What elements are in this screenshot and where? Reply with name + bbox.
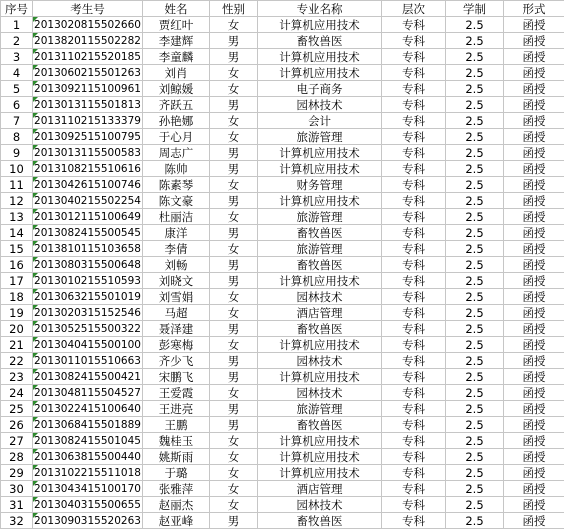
level-cell[interactable]: 专科 bbox=[382, 449, 446, 465]
duration-cell[interactable]: 2.5 bbox=[446, 129, 504, 145]
table-row bbox=[1, 33, 564, 49]
mode-cell[interactable]: 函授 bbox=[504, 145, 564, 161]
level-cell[interactable]: 专科 bbox=[382, 369, 446, 385]
index-cell[interactable]: 26 bbox=[1, 417, 33, 433]
mode-cell[interactable]: 函授 bbox=[504, 433, 564, 449]
mode-cell[interactable]: 函授 bbox=[504, 17, 564, 33]
name-cell[interactable]: 李童麟 bbox=[143, 49, 210, 65]
mode-cell[interactable]: 函授 bbox=[504, 225, 564, 241]
table-row bbox=[1, 289, 564, 305]
table-row bbox=[1, 65, 564, 81]
index-cell[interactable]: 16 bbox=[1, 257, 33, 273]
major-cell[interactable]: 计算机应用技术 bbox=[258, 465, 382, 481]
exam-number-cell[interactable]: 2013092515100795 bbox=[33, 129, 143, 145]
table-body bbox=[1, 17, 564, 529]
name-cell[interactable]: 刘畅 bbox=[143, 257, 210, 273]
major-cell[interactable]: 园林技术 bbox=[258, 497, 382, 513]
level-cell[interactable]: 专科 bbox=[382, 337, 446, 353]
name-cell[interactable]: 刘鲸媛 bbox=[143, 81, 210, 97]
name-cell[interactable]: 刘肖 bbox=[143, 65, 210, 81]
index-cell[interactable]: 3 bbox=[1, 49, 33, 65]
mode-cell[interactable]: 函授 bbox=[504, 353, 564, 369]
index-cell[interactable]: 24 bbox=[1, 385, 33, 401]
index-cell[interactable]: 31 bbox=[1, 497, 33, 513]
name-cell[interactable]: 张雅萍 bbox=[143, 481, 210, 497]
exam-number-cell[interactable]: 2013052515500322 bbox=[33, 321, 143, 337]
index-cell[interactable]: 8 bbox=[1, 129, 33, 145]
table-row bbox=[1, 193, 564, 209]
exam-number-cell[interactable]: 2013042615100746 bbox=[33, 177, 143, 193]
level-cell[interactable]: 专科 bbox=[382, 145, 446, 161]
mode-cell[interactable]: 函授 bbox=[504, 273, 564, 289]
name-cell[interactable]: 宋鹏飞 bbox=[143, 369, 210, 385]
mode-cell[interactable]: 函授 bbox=[504, 241, 564, 257]
major-cell[interactable]: 计算机应用技术 bbox=[258, 449, 382, 465]
exam-number-cell[interactable]: 2013820115502282 bbox=[33, 33, 143, 49]
major-cell[interactable]: 畜牧兽医 bbox=[258, 321, 382, 337]
exam-number-cell[interactable]: 2013040415500100 bbox=[33, 337, 143, 353]
name-cell[interactable]: 于璐 bbox=[143, 465, 210, 481]
level-cell[interactable]: 专科 bbox=[382, 321, 446, 337]
gender-cell[interactable]: 男 bbox=[210, 321, 258, 337]
gender-cell[interactable]: 女 bbox=[210, 449, 258, 465]
major-cell[interactable]: 电子商务 bbox=[258, 81, 382, 97]
major-cell[interactable]: 酒店管理 bbox=[258, 481, 382, 497]
duration-cell[interactable]: 2.5 bbox=[446, 497, 504, 513]
mode-cell[interactable]: 函授 bbox=[504, 385, 564, 401]
gender-cell[interactable]: 男 bbox=[210, 273, 258, 289]
duration-cell[interactable]: 2.5 bbox=[446, 321, 504, 337]
index-cell[interactable]: 28 bbox=[1, 449, 33, 465]
level-cell[interactable]: 专科 bbox=[382, 65, 446, 81]
gender-cell[interactable]: 女 bbox=[210, 81, 258, 97]
gender-cell[interactable]: 男 bbox=[210, 33, 258, 49]
exam-number-cell[interactable]: 2013040215502254 bbox=[33, 193, 143, 209]
table-row bbox=[1, 465, 564, 481]
mode-cell[interactable]: 函授 bbox=[504, 401, 564, 417]
mode-cell[interactable]: 函授 bbox=[504, 449, 564, 465]
level-cell[interactable]: 专科 bbox=[382, 497, 446, 513]
level-cell[interactable]: 专科 bbox=[382, 241, 446, 257]
name-cell[interactable]: 齐少飞 bbox=[143, 353, 210, 369]
table-row bbox=[1, 225, 564, 241]
exam-number-cell[interactable]: 2013063815500440 bbox=[33, 449, 143, 465]
name-cell[interactable]: 陈帅 bbox=[143, 161, 210, 177]
table-row bbox=[1, 161, 564, 177]
duration-cell[interactable]: 2.5 bbox=[446, 113, 504, 129]
index-cell[interactable]: 30 bbox=[1, 481, 33, 497]
name-cell[interactable]: 于心月 bbox=[143, 129, 210, 145]
major-cell[interactable]: 财务管理 bbox=[258, 177, 382, 193]
table-row bbox=[1, 337, 564, 353]
major-cell[interactable]: 计算机应用技术 bbox=[258, 433, 382, 449]
duration-cell[interactable]: 2.5 bbox=[446, 289, 504, 305]
gender-cell[interactable]: 女 bbox=[210, 465, 258, 481]
name-cell[interactable]: 彭寒梅 bbox=[143, 337, 210, 353]
exam-number-cell[interactable]: 2013012115100649 bbox=[33, 209, 143, 225]
gender-cell[interactable]: 男 bbox=[210, 193, 258, 209]
mode-cell[interactable]: 函授 bbox=[504, 497, 564, 513]
exam-number-cell[interactable]: 2013010215510593 bbox=[33, 273, 143, 289]
mode-cell[interactable]: 函授 bbox=[504, 81, 564, 97]
mode-cell[interactable]: 函授 bbox=[504, 481, 564, 497]
mode-cell[interactable]: 函授 bbox=[504, 97, 564, 113]
mode-cell[interactable]: 函授 bbox=[504, 513, 564, 529]
level-cell[interactable]: 专科 bbox=[382, 177, 446, 193]
mode-cell[interactable]: 函授 bbox=[504, 193, 564, 209]
mode-cell[interactable]: 函授 bbox=[504, 33, 564, 49]
exam-number-cell[interactable]: 2013060215501263 bbox=[33, 65, 143, 81]
exam-number-cell[interactable]: 2013040315500655 bbox=[33, 497, 143, 513]
name-cell[interactable]: 康洋 bbox=[143, 225, 210, 241]
level-cell[interactable]: 专科 bbox=[382, 305, 446, 321]
duration-cell[interactable]: 2.5 bbox=[446, 193, 504, 209]
major-cell[interactable]: 计算机应用技术 bbox=[258, 337, 382, 353]
exam-number-cell[interactable]: 2013011015510663 bbox=[33, 353, 143, 369]
major-cell[interactable]: 旅游管理 bbox=[258, 241, 382, 257]
duration-cell[interactable]: 2.5 bbox=[446, 161, 504, 177]
major-cell[interactable]: 计算机应用技术 bbox=[258, 65, 382, 81]
index-cell[interactable]: 15 bbox=[1, 241, 33, 257]
table-row bbox=[1, 449, 564, 465]
header-level[interactable]: 层次 bbox=[382, 1, 446, 17]
table-row bbox=[1, 353, 564, 369]
index-cell[interactable]: 21 bbox=[1, 337, 33, 353]
index-cell[interactable]: 5 bbox=[1, 81, 33, 97]
gender-cell[interactable]: 女 bbox=[210, 497, 258, 513]
major-cell[interactable]: 园林技术 bbox=[258, 385, 382, 401]
major-cell[interactable]: 畜牧兽医 bbox=[258, 417, 382, 433]
gender-cell[interactable]: 男 bbox=[210, 257, 258, 273]
name-cell[interactable]: 李倩 bbox=[143, 241, 210, 257]
level-cell[interactable]: 专科 bbox=[382, 129, 446, 145]
level-cell[interactable]: 专科 bbox=[382, 257, 446, 273]
duration-cell[interactable]: 2.5 bbox=[446, 337, 504, 353]
duration-cell[interactable]: 2.5 bbox=[446, 65, 504, 81]
table-row bbox=[1, 385, 564, 401]
index-cell[interactable]: 4 bbox=[1, 65, 33, 81]
header-exam-number[interactable]: 考生号 bbox=[33, 1, 143, 17]
header-duration[interactable]: 学制 bbox=[446, 1, 504, 17]
exam-number-cell[interactable]: 2013082415500545 bbox=[33, 225, 143, 241]
level-cell[interactable]: 专科 bbox=[382, 353, 446, 369]
level-cell[interactable]: 专科 bbox=[382, 273, 446, 289]
exam-number-cell[interactable]: 2013110215520185 bbox=[33, 49, 143, 65]
gender-cell[interactable]: 男 bbox=[210, 225, 258, 241]
major-cell[interactable]: 畜牧兽医 bbox=[258, 257, 382, 273]
name-cell[interactable]: 王进亮 bbox=[143, 401, 210, 417]
mode-cell[interactable]: 函授 bbox=[504, 369, 564, 385]
major-cell[interactable]: 计算机应用技术 bbox=[258, 273, 382, 289]
table-row bbox=[1, 49, 564, 65]
index-cell[interactable]: 7 bbox=[1, 113, 33, 129]
level-cell[interactable]: 专科 bbox=[382, 113, 446, 129]
table-row bbox=[1, 145, 564, 161]
index-cell[interactable]: 27 bbox=[1, 433, 33, 449]
exam-number-cell[interactable]: 2013022415100640 bbox=[33, 401, 143, 417]
major-cell[interactable]: 旅游管理 bbox=[258, 209, 382, 225]
mode-cell[interactable]: 函授 bbox=[504, 129, 564, 145]
major-cell[interactable]: 畜牧兽医 bbox=[258, 225, 382, 241]
major-cell[interactable]: 畜牧兽医 bbox=[258, 513, 382, 529]
duration-cell[interactable]: 2.5 bbox=[446, 449, 504, 465]
table-row bbox=[1, 497, 564, 513]
name-cell[interactable]: 魏桂玉 bbox=[143, 433, 210, 449]
index-cell[interactable]: 23 bbox=[1, 369, 33, 385]
header-row bbox=[1, 1, 564, 17]
major-cell[interactable]: 园林技术 bbox=[258, 353, 382, 369]
level-cell[interactable]: 专科 bbox=[382, 385, 446, 401]
index-cell[interactable]: 18 bbox=[1, 289, 33, 305]
duration-cell[interactable]: 2.5 bbox=[446, 385, 504, 401]
major-cell[interactable]: 计算机应用技术 bbox=[258, 193, 382, 209]
mode-cell[interactable]: 函授 bbox=[504, 177, 564, 193]
duration-cell[interactable]: 2.5 bbox=[446, 353, 504, 369]
mode-cell[interactable]: 函授 bbox=[504, 49, 564, 65]
table-row bbox=[1, 305, 564, 321]
major-cell[interactable]: 园林技术 bbox=[258, 97, 382, 113]
level-cell[interactable]: 专科 bbox=[382, 401, 446, 417]
mode-cell[interactable]: 函授 bbox=[504, 161, 564, 177]
duration-cell[interactable]: 2.5 bbox=[446, 177, 504, 193]
index-cell[interactable]: 9 bbox=[1, 145, 33, 161]
exam-number-cell[interactable]: 2013013115501813 bbox=[33, 97, 143, 113]
level-cell[interactable]: 专科 bbox=[382, 49, 446, 65]
exam-number-cell[interactable]: 2013068415501889 bbox=[33, 417, 143, 433]
index-cell[interactable]: 14 bbox=[1, 225, 33, 241]
header-major[interactable]: 专业名称 bbox=[258, 1, 382, 17]
gender-cell[interactable]: 男 bbox=[210, 145, 258, 161]
name-cell[interactable]: 陈素琴 bbox=[143, 177, 210, 193]
header-gender[interactable]: 性别 bbox=[210, 1, 258, 17]
duration-cell[interactable]: 2.5 bbox=[446, 225, 504, 241]
duration-cell[interactable]: 2.5 bbox=[446, 257, 504, 273]
gender-cell[interactable]: 女 bbox=[210, 433, 258, 449]
mode-cell[interactable]: 函授 bbox=[504, 305, 564, 321]
index-cell[interactable]: 6 bbox=[1, 97, 33, 113]
mode-cell[interactable]: 函授 bbox=[504, 465, 564, 481]
table-row bbox=[1, 177, 564, 193]
mode-cell[interactable]: 函授 bbox=[504, 321, 564, 337]
exam-number-cell[interactable]: 2013048115504527 bbox=[33, 385, 143, 401]
table-row bbox=[1, 417, 564, 433]
index-cell[interactable]: 1 bbox=[1, 17, 33, 33]
gender-cell[interactable]: 女 bbox=[210, 65, 258, 81]
table-row bbox=[1, 209, 564, 225]
level-cell[interactable]: 专科 bbox=[382, 17, 446, 33]
level-cell[interactable]: 专科 bbox=[382, 481, 446, 497]
duration-cell[interactable]: 2.5 bbox=[446, 465, 504, 481]
exam-number-cell[interactable]: 2013810115103658 bbox=[33, 241, 143, 257]
exam-number-cell[interactable]: 2013108215510616 bbox=[33, 161, 143, 177]
exam-number-cell[interactable]: 2013092115100961 bbox=[33, 81, 143, 97]
gender-cell[interactable]: 男 bbox=[210, 417, 258, 433]
exam-number-cell[interactable]: 2013020315152546 bbox=[33, 305, 143, 321]
duration-cell[interactable]: 2.5 bbox=[446, 81, 504, 97]
gender-cell[interactable]: 女 bbox=[210, 209, 258, 225]
table-row bbox=[1, 17, 564, 33]
table-row bbox=[1, 81, 564, 97]
gender-cell[interactable]: 男 bbox=[210, 161, 258, 177]
duration-cell[interactable]: 2.5 bbox=[446, 49, 504, 65]
exam-number-cell[interactable]: 2013063215501019 bbox=[33, 289, 143, 305]
name-cell[interactable]: 孙艳娜 bbox=[143, 113, 210, 129]
index-cell[interactable]: 10 bbox=[1, 161, 33, 177]
duration-cell[interactable]: 2.5 bbox=[446, 305, 504, 321]
level-cell[interactable]: 专科 bbox=[382, 209, 446, 225]
table-row bbox=[1, 129, 564, 145]
mode-cell[interactable]: 函授 bbox=[504, 209, 564, 225]
index-cell[interactable]: 22 bbox=[1, 353, 33, 369]
major-cell[interactable]: 计算机应用技术 bbox=[258, 17, 382, 33]
name-cell[interactable]: 李建辉 bbox=[143, 33, 210, 49]
major-cell[interactable]: 园林技术 bbox=[258, 289, 382, 305]
level-cell[interactable]: 专科 bbox=[382, 465, 446, 481]
duration-cell[interactable]: 2.5 bbox=[446, 513, 504, 529]
name-cell[interactable]: 赵亚峰 bbox=[143, 513, 210, 529]
gender-cell[interactable]: 女 bbox=[210, 289, 258, 305]
level-cell[interactable]: 专科 bbox=[382, 417, 446, 433]
name-cell[interactable]: 周志广 bbox=[143, 145, 210, 161]
header-mode[interactable]: 形式 bbox=[504, 1, 564, 17]
level-cell[interactable]: 专科 bbox=[382, 81, 446, 97]
duration-cell[interactable]: 2.5 bbox=[446, 17, 504, 33]
name-cell[interactable]: 赵丽杰 bbox=[143, 497, 210, 513]
index-cell[interactable]: 25 bbox=[1, 401, 33, 417]
exam-number-cell[interactable]: 2013102215511018 bbox=[33, 465, 143, 481]
name-cell[interactable]: 王爱霞 bbox=[143, 385, 210, 401]
table-row bbox=[1, 113, 564, 129]
level-cell[interactable]: 专科 bbox=[382, 225, 446, 241]
header-name[interactable]: 姓名 bbox=[143, 1, 210, 17]
duration-cell[interactable]: 2.5 bbox=[446, 97, 504, 113]
table-row bbox=[1, 369, 564, 385]
mode-cell[interactable]: 函授 bbox=[504, 289, 564, 305]
mode-cell[interactable]: 函授 bbox=[504, 113, 564, 129]
table-row bbox=[1, 513, 564, 529]
mode-cell[interactable]: 函授 bbox=[504, 257, 564, 273]
exam-number-cell[interactable]: 2013082415500421 bbox=[33, 369, 143, 385]
level-cell[interactable]: 专科 bbox=[382, 433, 446, 449]
major-cell[interactable]: 会计 bbox=[258, 113, 382, 129]
exam-number-cell[interactable]: 2013080315500648 bbox=[33, 257, 143, 273]
level-cell[interactable]: 专科 bbox=[382, 513, 446, 529]
mode-cell[interactable]: 函授 bbox=[504, 337, 564, 353]
gender-cell[interactable]: 女 bbox=[210, 113, 258, 129]
name-cell[interactable]: 齐跃五 bbox=[143, 97, 210, 113]
duration-cell[interactable]: 2.5 bbox=[446, 369, 504, 385]
gender-cell[interactable]: 男 bbox=[210, 401, 258, 417]
major-cell[interactable]: 计算机应用技术 bbox=[258, 369, 382, 385]
major-cell[interactable]: 畜牧兽医 bbox=[258, 33, 382, 49]
gender-cell[interactable]: 女 bbox=[210, 129, 258, 145]
duration-cell[interactable]: 2.5 bbox=[446, 417, 504, 433]
index-cell[interactable]: 19 bbox=[1, 305, 33, 321]
table-row bbox=[1, 273, 564, 289]
duration-cell[interactable]: 2.5 bbox=[446, 433, 504, 449]
name-cell[interactable]: 刘雪娟 bbox=[143, 289, 210, 305]
exam-number-cell[interactable]: 2013082415501045 bbox=[33, 433, 143, 449]
index-cell[interactable]: 2 bbox=[1, 33, 33, 49]
exam-number-cell[interactable]: 2013043415100170 bbox=[33, 481, 143, 497]
table-row bbox=[1, 97, 564, 113]
index-cell[interactable]: 12 bbox=[1, 193, 33, 209]
exam-number-cell[interactable]: 2013090315520263 bbox=[33, 513, 143, 529]
table-row bbox=[1, 257, 564, 273]
table-row bbox=[1, 433, 564, 449]
gender-cell[interactable]: 女 bbox=[210, 17, 258, 33]
name-cell[interactable]: 贾红叶 bbox=[143, 17, 210, 33]
major-cell[interactable]: 计算机应用技术 bbox=[258, 161, 382, 177]
major-cell[interactable]: 旅游管理 bbox=[258, 129, 382, 145]
header-index[interactable]: 序号 bbox=[1, 1, 33, 17]
name-cell[interactable]: 杜丽洁 bbox=[143, 209, 210, 225]
gender-cell[interactable]: 女 bbox=[210, 385, 258, 401]
table-row bbox=[1, 401, 564, 417]
level-cell[interactable]: 专科 bbox=[382, 97, 446, 113]
gender-cell[interactable]: 男 bbox=[210, 369, 258, 385]
level-cell[interactable]: 专科 bbox=[382, 193, 446, 209]
major-cell[interactable]: 旅游管理 bbox=[258, 401, 382, 417]
index-cell[interactable]: 17 bbox=[1, 273, 33, 289]
table-row bbox=[1, 241, 564, 257]
major-cell[interactable]: 计算机应用技术 bbox=[258, 49, 382, 65]
duration-cell[interactable]: 2.5 bbox=[446, 209, 504, 225]
major-cell[interactable]: 酒店管理 bbox=[258, 305, 382, 321]
gender-cell[interactable]: 女 bbox=[210, 177, 258, 193]
table-row bbox=[1, 481, 564, 497]
name-cell[interactable]: 马超 bbox=[143, 305, 210, 321]
name-cell[interactable]: 刘晓文 bbox=[143, 273, 210, 289]
index-cell[interactable]: 20 bbox=[1, 321, 33, 337]
index-cell[interactable]: 11 bbox=[1, 177, 33, 193]
exam-number-cell[interactable]: 2013020815502660 bbox=[33, 17, 143, 33]
major-cell[interactable]: 计算机应用技术 bbox=[258, 145, 382, 161]
level-cell[interactable]: 专科 bbox=[382, 33, 446, 49]
exam-number-cell[interactable]: 2013110215133379 bbox=[33, 113, 143, 129]
name-cell[interactable]: 陈文豪 bbox=[143, 193, 210, 209]
index-cell[interactable]: 13 bbox=[1, 209, 33, 225]
duration-cell[interactable]: 2.5 bbox=[446, 241, 504, 257]
level-cell[interactable]: 专科 bbox=[382, 161, 446, 177]
gender-cell[interactable]: 男 bbox=[210, 97, 258, 113]
index-cell[interactable]: 32 bbox=[1, 513, 33, 529]
exam-number-cell[interactable]: 2013013115500583 bbox=[33, 145, 143, 161]
gender-cell[interactable]: 男 bbox=[210, 49, 258, 65]
gender-cell[interactable]: 男 bbox=[210, 513, 258, 529]
mode-cell[interactable]: 函授 bbox=[504, 417, 564, 433]
name-cell[interactable]: 王鹏 bbox=[143, 417, 210, 433]
index-cell[interactable]: 29 bbox=[1, 465, 33, 481]
gender-cell[interactable]: 女 bbox=[210, 481, 258, 497]
table-row bbox=[1, 321, 564, 337]
name-cell[interactable]: 姚斯雨 bbox=[143, 449, 210, 465]
name-cell[interactable]: 聂泽建 bbox=[143, 321, 210, 337]
duration-cell[interactable]: 2.5 bbox=[446, 481, 504, 497]
gender-cell[interactable]: 女 bbox=[210, 337, 258, 353]
duration-cell[interactable]: 2.5 bbox=[446, 273, 504, 289]
gender-cell[interactable]: 女 bbox=[210, 241, 258, 257]
duration-cell[interactable]: 2.5 bbox=[446, 401, 504, 417]
gender-cell[interactable]: 女 bbox=[210, 305, 258, 321]
mode-cell[interactable]: 函授 bbox=[504, 65, 564, 81]
duration-cell[interactable]: 2.5 bbox=[446, 145, 504, 161]
gender-cell[interactable]: 男 bbox=[210, 353, 258, 369]
duration-cell[interactable]: 2.5 bbox=[446, 33, 504, 49]
level-cell[interactable]: 专科 bbox=[382, 289, 446, 305]
